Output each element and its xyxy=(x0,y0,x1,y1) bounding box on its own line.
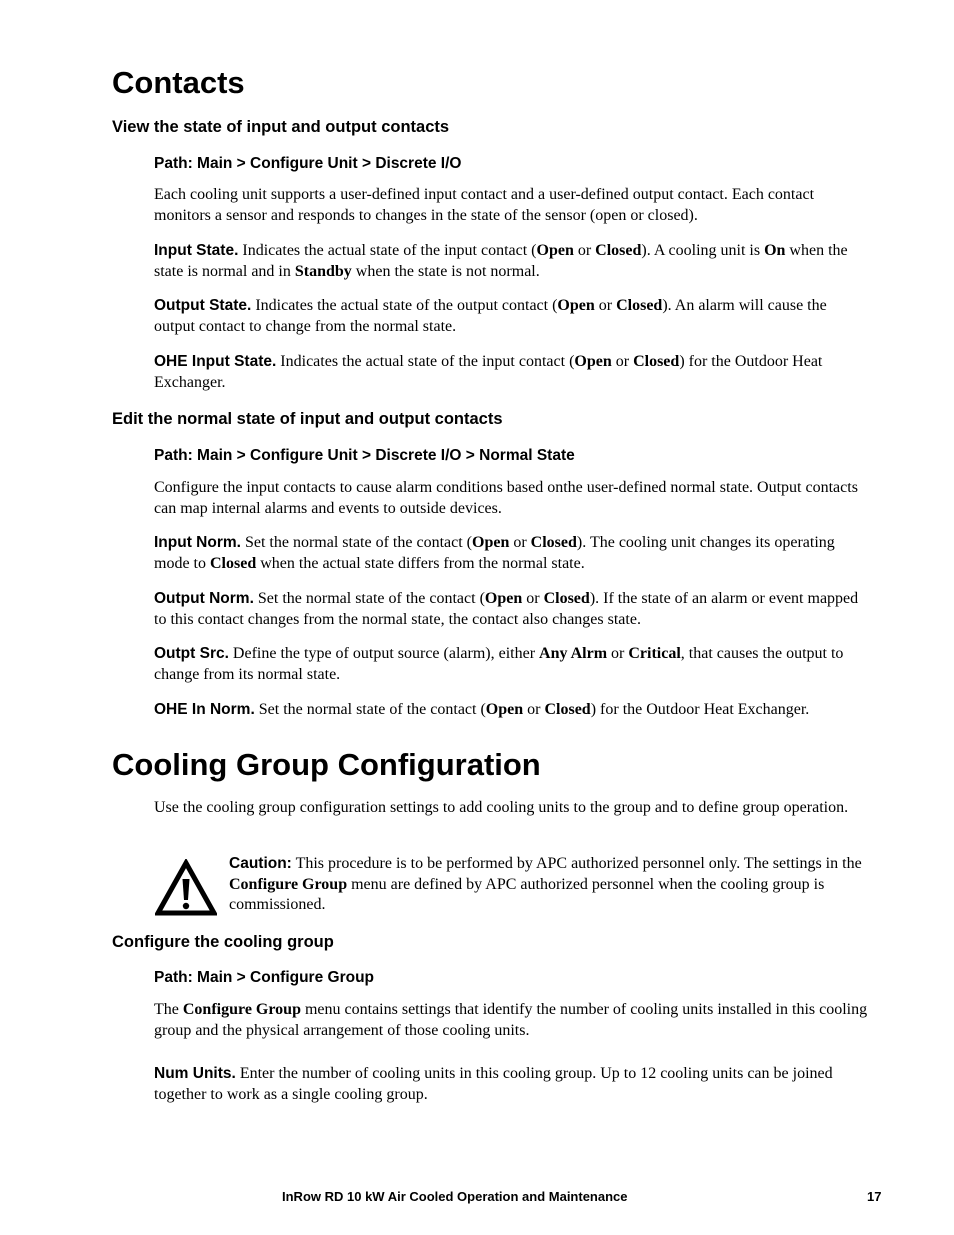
num-units-paragraph xyxy=(154,1064,870,1105)
output-state-paragraph xyxy=(154,296,870,337)
section-title-contacts: Contacts xyxy=(112,65,245,100)
subheading-edit-contacts: Edit the normal state of input and output contacts xyxy=(112,410,503,428)
bold-value: Closed xyxy=(595,242,642,259)
text-fragment: or xyxy=(611,353,634,370)
bold-value: Closed xyxy=(544,701,591,718)
bold-value: Open xyxy=(536,242,574,259)
contacts-intro-paragraph: Each cooling unit supports a user-defined input contact and a user-defined output contact. Each contact monitors a sensor and responds to changes in the state of the sensor (open or closed). xyxy=(154,186,815,224)
text-fragment: ). If the state of an alarm or event mapped to this contact changes from the normal state, the contact also changes state. xyxy=(154,590,859,628)
bold-value: Closed xyxy=(633,353,680,370)
bold-value: Any Alrm xyxy=(539,645,608,662)
text-fragment: or xyxy=(573,242,596,259)
bold-value: Open xyxy=(574,353,612,370)
bold-value: Open xyxy=(484,590,523,607)
text-fragment: Set the normal state of the contact ( xyxy=(240,534,472,551)
outpt-src-paragraph xyxy=(154,644,870,685)
bold-value: Closed xyxy=(530,534,577,551)
term-input-state: Input State. xyxy=(154,242,239,259)
output-norm-paragraph xyxy=(154,589,870,630)
term-outpt-src: Outpt Src. xyxy=(154,645,229,662)
text-fragment: or xyxy=(607,645,629,662)
bold-value: Closed xyxy=(543,590,590,607)
cooling-group-intro-paragraph: Use the cooling group configuration settings to add cooling units to the group and to define group operation. xyxy=(154,799,849,816)
configure-group-menu-paragraph xyxy=(154,1000,870,1041)
text-fragment: ). An alarm will cause the output contact to change from the normal state. xyxy=(154,297,827,335)
text-fragment: ). A cooling unit is xyxy=(641,242,765,259)
term-output-state: Output State. xyxy=(154,297,252,314)
text-fragment: Define the type of output source (alarm), either xyxy=(228,645,540,662)
text-fragment: ) for the Outdoor Heat Exchanger. xyxy=(590,701,810,718)
bold-value: Open xyxy=(472,534,510,551)
subheading-view-contacts: View the state of input and output contacts xyxy=(112,118,450,136)
text-fragment: menu contains settings that identify the number of cooling units installed in this cooling group and the physical arrangement of those cooling units. xyxy=(154,1001,868,1039)
text-fragment: when the state is not normal. xyxy=(351,262,540,280)
text-fragment: ). The cooling unit changes its operating mode to xyxy=(154,534,835,572)
text-fragment: Indicates the actual state of the input contact ( xyxy=(238,242,537,259)
text-fragment: Enter the number of cooling units in this cooling group. Up to 12 cooling units can be joined together to work as a single cooling group. xyxy=(154,1065,833,1103)
term-ohe-in-norm: OHE In Norm. xyxy=(154,701,255,718)
term-input-norm: Input Norm. xyxy=(154,534,241,551)
footer-document-title: InRow RD 10 kW Air Cooled Operation and Maintenance xyxy=(282,1189,628,1204)
menu-path-discrete-io: Path: Main > Configure Unit > Discrete I/O xyxy=(154,155,462,172)
text-fragment: , that causes the output to change from its normal state. xyxy=(154,645,844,683)
text-fragment: This procedure is to be performed by APC authorized personnel only. The settings in the xyxy=(291,855,862,872)
text-fragment: menu are defined by APC authorized personnel when the cooling group is commissioned. xyxy=(229,875,825,913)
text-fragment: Indicates the actual state of the input contact ( xyxy=(276,353,575,370)
subheading-configure-group: Configure the cooling group xyxy=(112,933,334,951)
input-state-paragraph xyxy=(154,241,870,282)
edit-intro-paragraph: Configure the input contacts to cause alarm conditions based onthe user-defined normal state. Output contacts can map internal alarms and events to outside devices. xyxy=(154,479,858,517)
ohe-input-state-paragraph xyxy=(154,352,870,393)
bold-value: Open xyxy=(557,297,595,314)
text-fragment: Set the normal state of the contact ( xyxy=(253,590,485,607)
term-num-units: Num Units. xyxy=(154,1065,236,1082)
term-output-norm: Output Norm. xyxy=(154,590,254,607)
ohe-in-norm-paragraph xyxy=(154,700,870,721)
bold-value: Configure Group xyxy=(229,875,348,893)
term-caution: Caution: xyxy=(229,855,292,872)
text-fragment: or xyxy=(594,297,617,314)
bold-value: On xyxy=(764,242,786,259)
text-fragment: or xyxy=(523,701,545,718)
input-norm-paragraph xyxy=(154,533,870,574)
bold-value: Closed xyxy=(616,297,663,314)
text-fragment: Indicates the actual state of the output contact ( xyxy=(251,297,558,314)
section-title-cooling-group: Cooling Group Configuration xyxy=(112,747,541,782)
bold-value: Standby xyxy=(294,262,352,280)
text-fragment: or xyxy=(509,534,531,551)
term-ohe-input-state: OHE Input State. xyxy=(154,353,277,370)
caution-warning-icon xyxy=(155,859,217,917)
bold-value: Closed xyxy=(210,554,257,572)
text-fragment: or xyxy=(522,590,544,607)
text-fragment: ) for the Outdoor Heat Exchanger. xyxy=(154,353,823,391)
text-fragment: when the actual state differs from the normal state. xyxy=(256,554,585,572)
bold-value: Configure Group xyxy=(182,1001,301,1018)
bold-value: Critical xyxy=(628,645,681,662)
text-fragment: The xyxy=(154,1001,183,1018)
footer-page-number: 17 xyxy=(867,1189,882,1204)
caution-paragraph xyxy=(229,854,871,916)
text-fragment: Set the normal state of the contact ( xyxy=(254,701,486,718)
menu-path-configure-group: Path: Main > Configure Group xyxy=(154,969,375,986)
bold-value: Open xyxy=(485,701,524,718)
text-fragment: when the state is normal and in xyxy=(154,242,848,280)
menu-path-normal-state: Path: Main > Configure Unit > Discrete I/O > Normal State xyxy=(154,447,575,464)
